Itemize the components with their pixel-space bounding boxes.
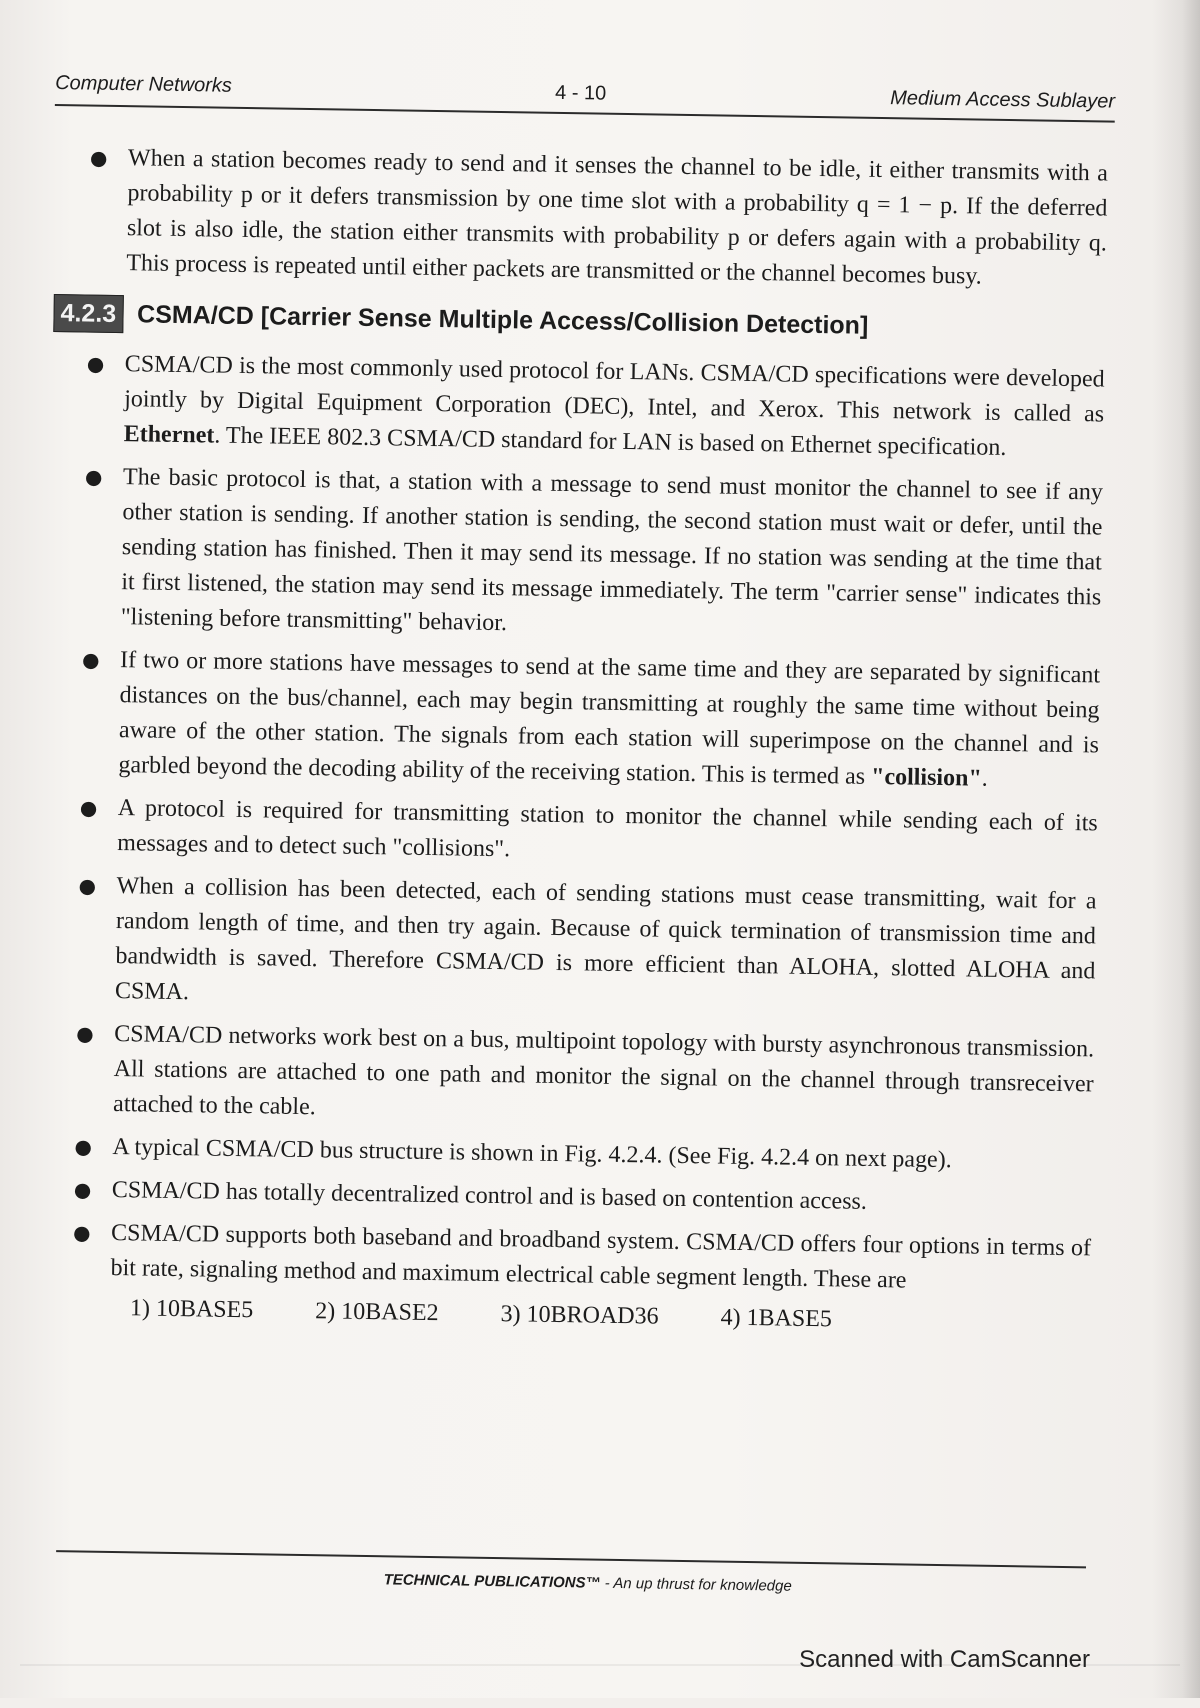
bullet-text: CSMA/CD is the most commonly used protocol for LANs. CSMA/CD specifications were developed jointly by Digital Equipment Corporation (DEC), Intel, and Xerox. This network is called as Ethernet. The IEEE 802.3 CSMA/CD standard for LAN is based on Ethernet specification.: [123, 351, 1105, 461]
list-item: [83, 460, 1104, 651]
publisher-tagline: - An up thrust for knowledge: [600, 1574, 792, 1595]
bullet-text: CSMA/CD supports both baseband and broadband system. CSMA/CD offers four options in terms of bit rate, signaling method and maximum electrical cable segment length. These are: [110, 1220, 1092, 1294]
list-item: [77, 868, 1097, 1024]
footer-rule: [56, 1550, 1086, 1568]
list-item: [74, 1172, 1092, 1223]
bullet-dot: ●: [74, 1134, 93, 1159]
bullet-text: The basic protocol is that, a station with a message to send must monitor the channel to see if any other station is sending. If another station is sending, the second station must wait or defer, until the sending station has finished. Then it may send its message. If no station was sending at the time that it first listened, the station may send its message immediately. The term "carrier sense" indicates this "listening before transmitting" behavior.: [120, 464, 1104, 637]
bullet-dot: ●: [72, 1220, 91, 1245]
bullet-dot: ●: [73, 1177, 92, 1202]
bullet-text: CSMA/CD has totally decentralized control and is based on contention access.: [111, 1177, 868, 1215]
scanner-watermark: Scanned with CamScanner: [799, 1646, 1090, 1673]
list-item: [74, 1129, 1092, 1180]
bullet-text: A protocol is required for transmitting station to monitor the channel while sending each of its messages and to detect such "collisions".: [117, 795, 1098, 863]
page-number: 4 - 10: [554, 81, 607, 105]
bullet-dot: ●: [84, 464, 103, 489]
option-item: 4) 1BASE5: [720, 1304, 833, 1333]
bullet-text: CSMA/CD networks work best on a bus, multipoint topology with bursty asynchronous transmission. All stations are attached to one path and monitor the signal on the channel through transreceiver attached to the cable.: [112, 1021, 1095, 1121]
list-item: [72, 1215, 1091, 1301]
bullet-text: When a station becomes ready to send and it senses the channel to be idle, it either transmits with a probability p or it defers transmission by one time slot with a probability q = 1 − p. If the deferred slot is also idle, the station either transmits with probability p or defers again with a probability q. This process is repeated until either packets are transmitted or the channel becomes busy.: [126, 145, 1109, 290]
bullet-dot: ●: [76, 1021, 94, 1046]
publisher-name: TECHNICAL PUBLICATIONS™: [383, 1571, 601, 1592]
list-item: [79, 790, 1098, 876]
bullet-dot: ●: [81, 647, 100, 672]
chapter-title: Medium Access Sublayer: [889, 87, 1116, 113]
bullet-text: If two or more stations have messages to send at the same time and they are separated by significant distances on the bus/channel, each may begin transmitting at roughly the same time without being aware of the other station. The signals from each station will superimpose on the channel and is garbled beyond the decoding ability of the receiving station. This is termed as "collision".: [118, 647, 1101, 792]
list-item: [85, 347, 1105, 468]
bullet-dot: ●: [78, 873, 97, 898]
option-item: 2) 10BASE2: [315, 1298, 439, 1327]
bullet-text: When a collision has been detected, each of sending stations must cease transmitting, wait for a random length of time, and then try again. Because of quick termination of transmission time and bandwidth is saved. Therefore CSMA/CD is more efficient than ALOHA, slotted ALOHA and CSMA.: [114, 873, 1097, 1006]
list-item: [80, 642, 1100, 798]
option-item: 3) 10BROAD36: [500, 1301, 659, 1330]
body-text: [60, 141, 1109, 1340]
bullet-dot: ●: [89, 145, 108, 170]
book-title: Computer Networks: [55, 71, 233, 97]
section-number: 4.2.3: [53, 294, 123, 333]
bullet-dot: ●: [79, 795, 98, 820]
section-heading: [53, 294, 1105, 349]
section-title: CSMA/CD [Carrier Sense Multiple Access/Collision Detection]: [136, 300, 869, 340]
bullet-dot: ●: [86, 351, 105, 376]
bullet-text: A typical CSMA/CD bus structure is shown in Fig. 4.2.4. (See Fig. 4.2.4 on next page).: [112, 1134, 952, 1174]
option-item: 1) 10BASE5: [129, 1295, 254, 1324]
running-footer: [0, 1565, 1188, 1601]
intro-bullet: [88, 141, 1108, 297]
list-item: [75, 1016, 1095, 1137]
